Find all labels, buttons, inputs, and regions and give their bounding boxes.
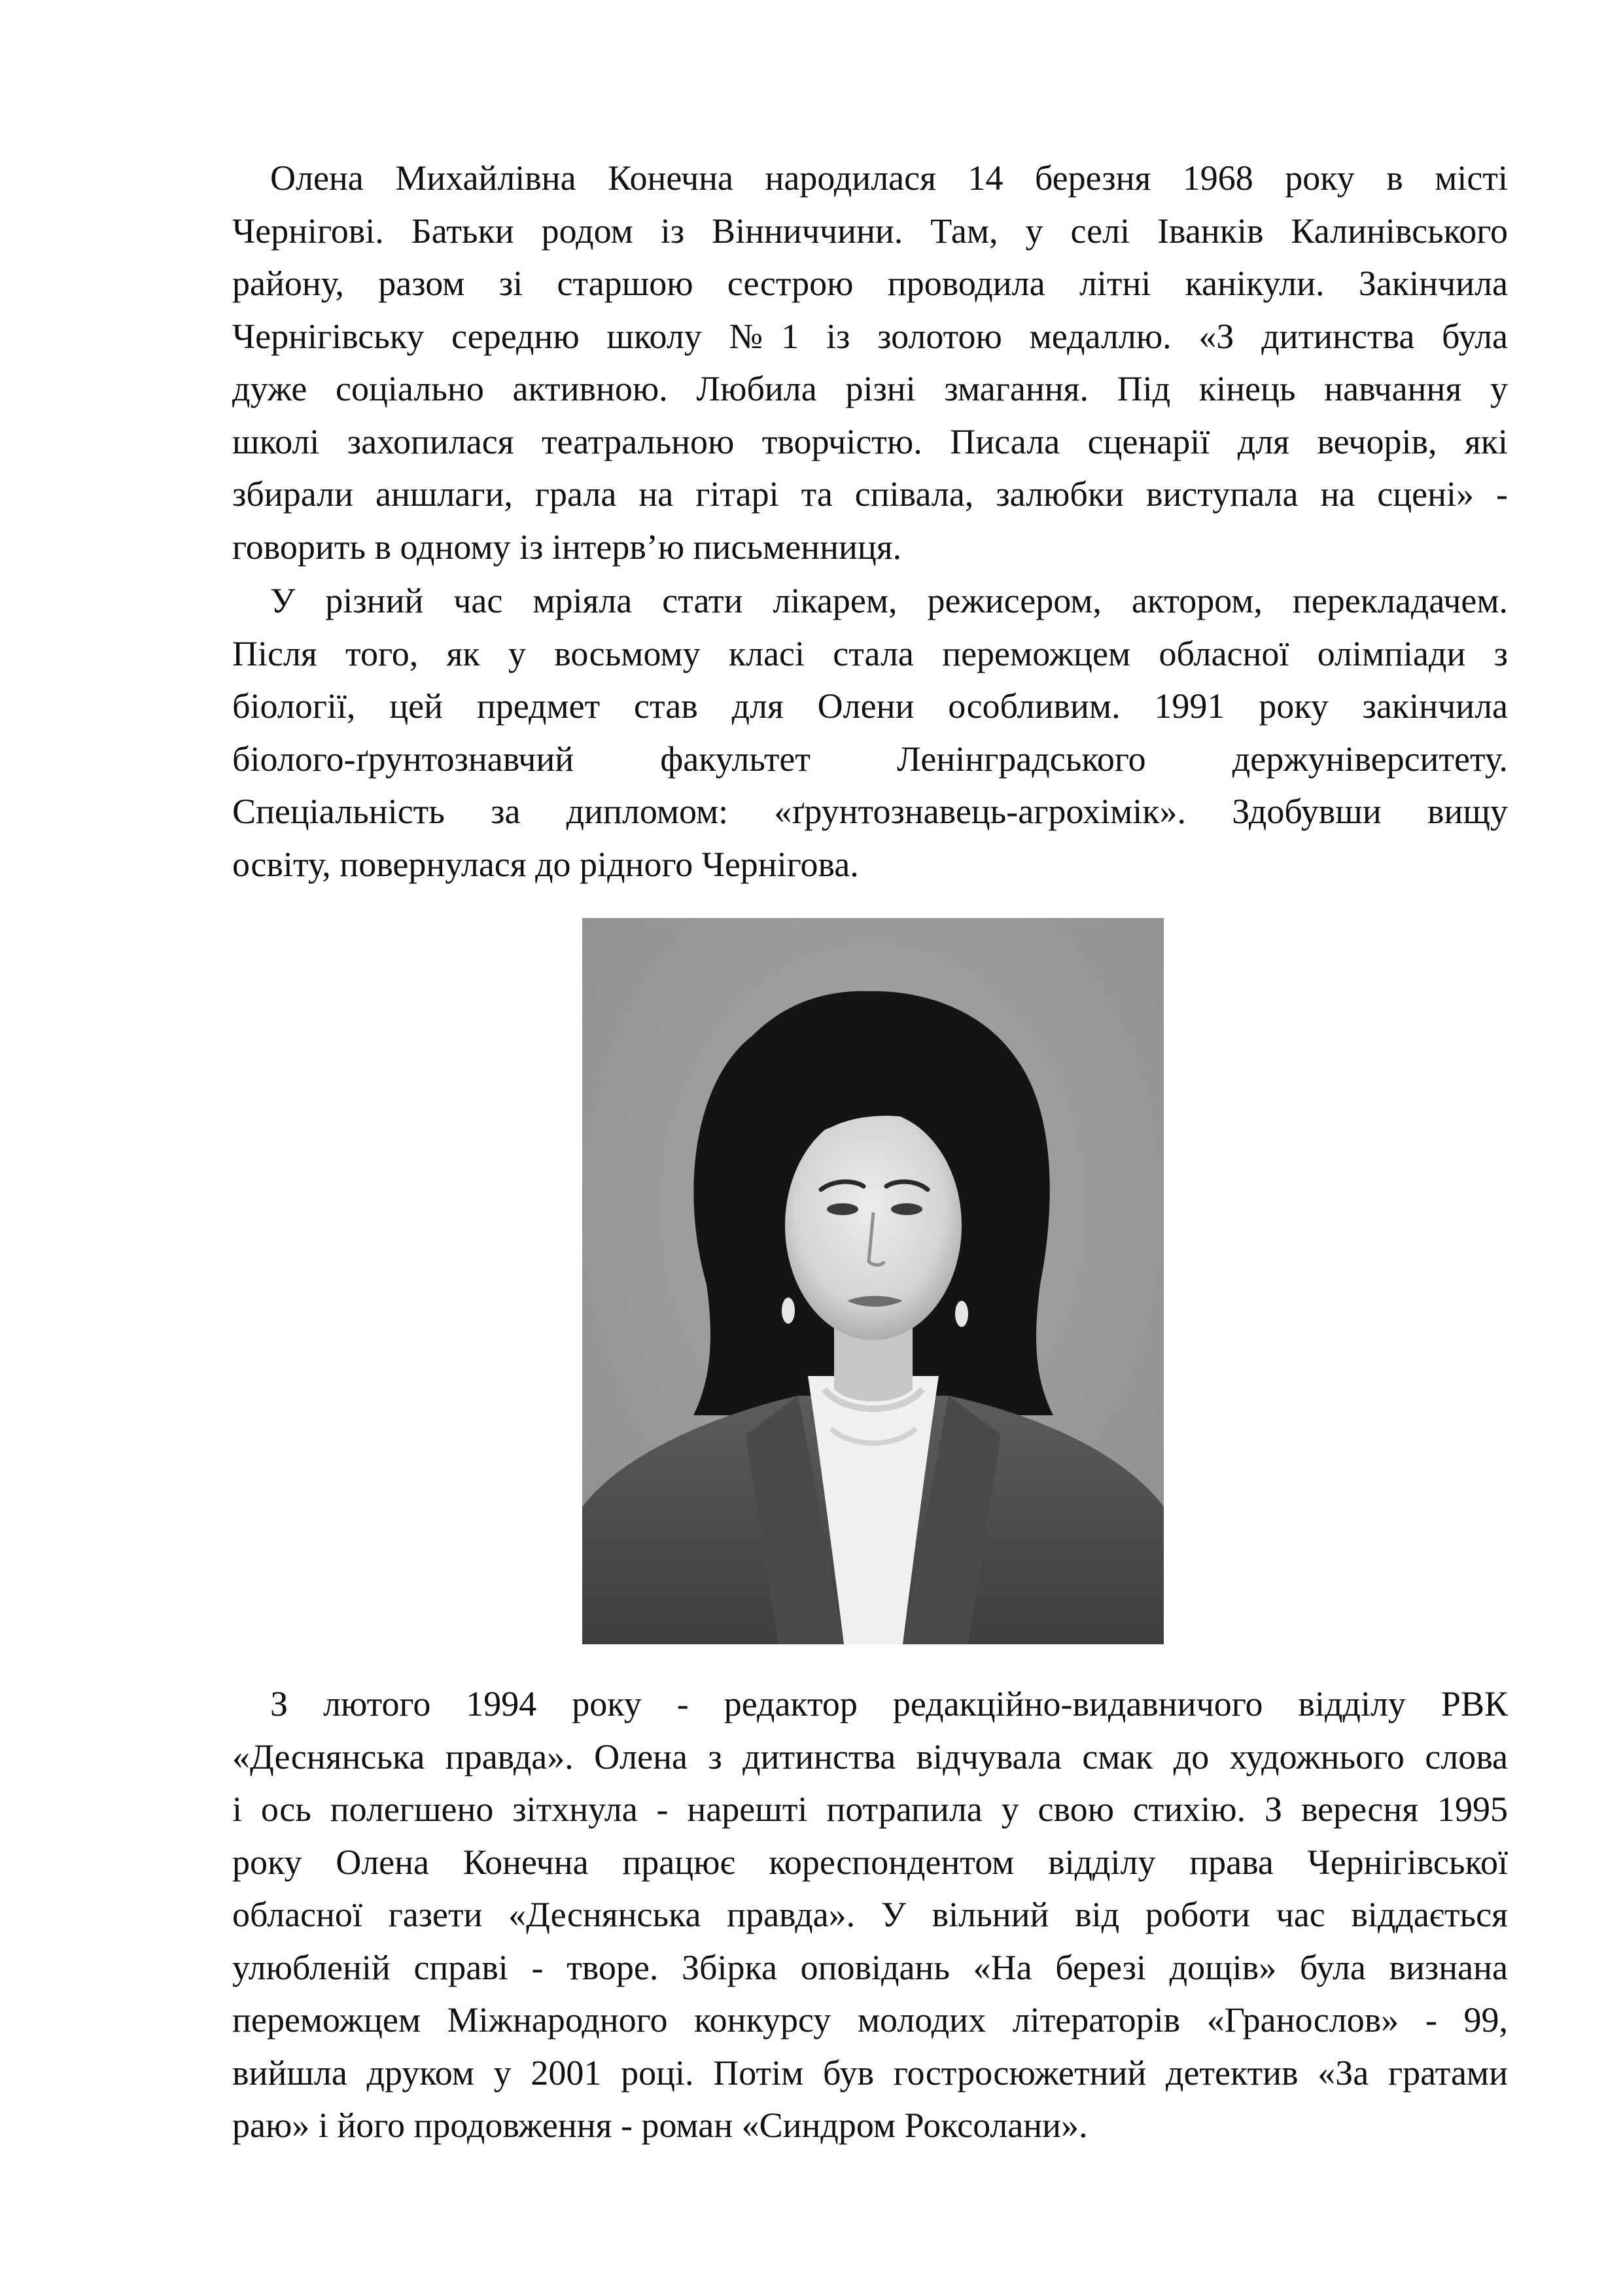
text-line: вийшла друком у 2001 році. Потім був гостросюжетний детектив «За гратами (232, 2053, 1508, 2093)
paragraph-career (232, 1678, 1508, 2152)
text-line: освіту, повернулася до рідного Чернігова. (232, 844, 859, 884)
paragraph-biography-intro (232, 152, 1508, 573)
text-line: Чернігові. Батьки родом із Вінниччини. Там, у селі Іванків Калинівського (232, 211, 1508, 251)
text-line: біології, цей предмет став для Олени особливим. 1991 року закінчила (232, 686, 1508, 726)
text-line: раю» і його продовження - роман «Синдром Роксолани». (232, 2106, 1088, 2145)
text-line: обласної газети «Деснянська правда». У вільний від роботи час віддається (232, 1895, 1508, 1934)
paragraph-education (232, 574, 1508, 891)
text-line: біолого-ґрунтознавчий факультет Ленінградського держуніверситету. (232, 739, 1508, 779)
text-line: говорить в одному із інтерв’ю письменниця. (232, 527, 902, 567)
text-line: школі захопилася театральною творчістю. Писала сценарії для вечорів, які (232, 421, 1508, 461)
text-line: З лютого 1994 року - редактор редакційно-видавничого відділу РВК (270, 1684, 1508, 1723)
text-line: збирали аншлаги, грала на гітарі та співала, залюбки виступала на сцені» - (232, 474, 1508, 514)
text-line: Олена Михайлівна Конечна народилася 14 березня 1968 року в місті (270, 158, 1508, 198)
text-line: Після того, як у восьмому класі стала переможцем обласної олімпіади з (232, 633, 1508, 673)
text-line: улюбленій справі - творе. Збірка оповідань «На березі дощів» була визнана (232, 1947, 1508, 1987)
text-line: року Олена Конечна працює кореспондентом відділу права Чернігівської (232, 1842, 1508, 1882)
text-line: У різний час мріяла стати лікарем, режисером, актором, перекладачем. (270, 581, 1508, 620)
text-line: і ось полегшено зітхнула - нарешті потрапила у свою стихію. З вересня 1995 (232, 1790, 1508, 1829)
text-line: району, разом зі старшою сестрою проводила літні канікули. Закінчила (232, 264, 1508, 303)
text-line: дуже соціально активною. Любила різні змагання. Під кінець навчання у (232, 369, 1508, 408)
text-line: Чернігівську середню школу №1 із золотою медаллю. «З дитинства була (232, 316, 1508, 356)
portrait-photo (582, 918, 1164, 1644)
text-line: Спеціальність за дипломом: «ґрунтознавець-агрохімік». Здобувши вищу (232, 792, 1508, 831)
text-line: переможцем Міжнародного конкурсу молодих літераторів «Гранослов» - 99, (232, 2000, 1508, 2040)
text-line: «Деснянська правда». Олена з дитинства відчувала смак до художнього слова (232, 1737, 1508, 1776)
